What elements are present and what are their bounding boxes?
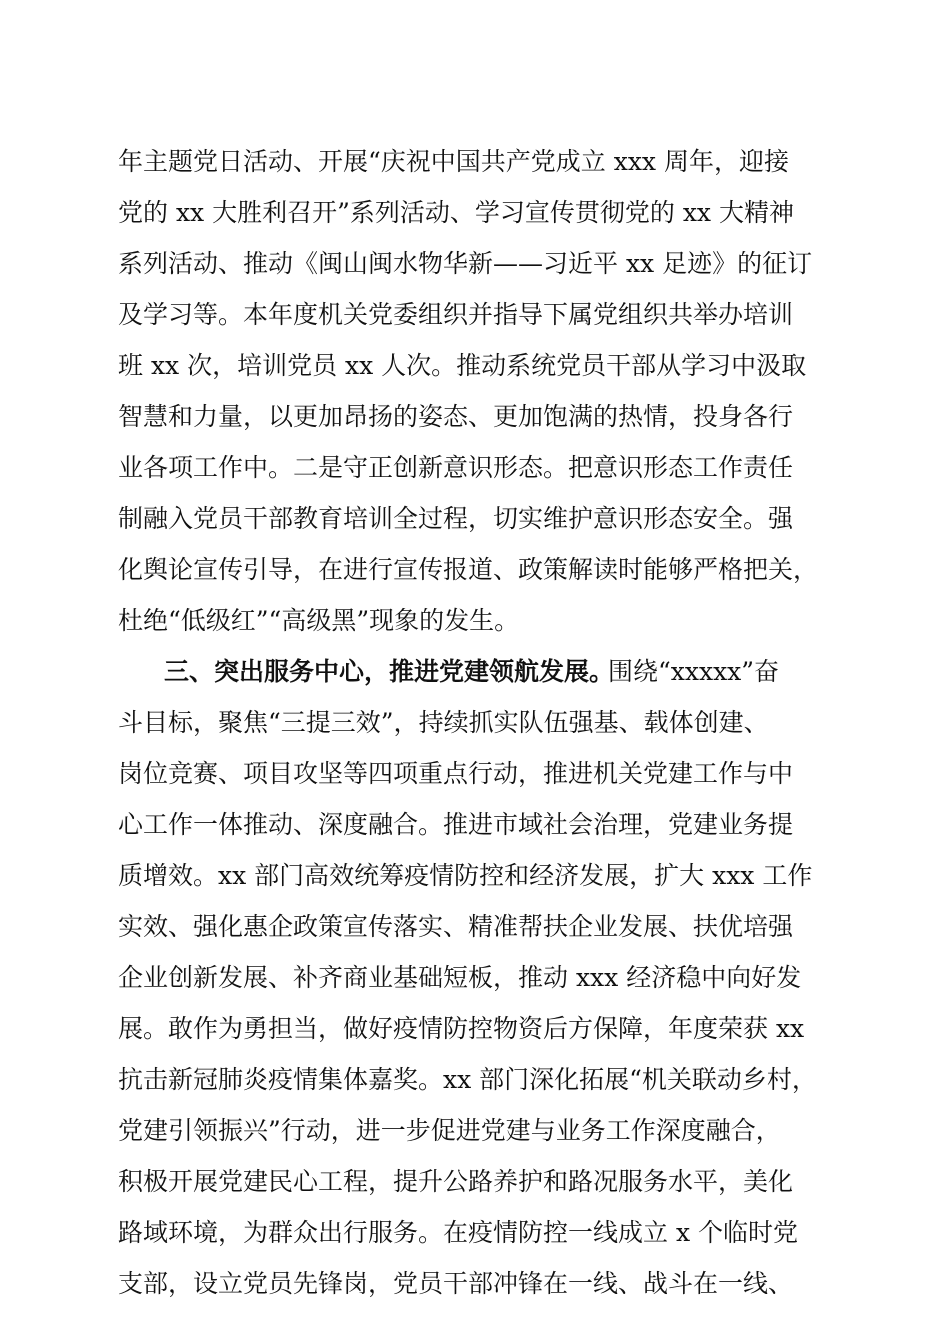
line-text: 年主题党日活动、开展“庆祝中国共产党成立 xxx 周年，迎接 (118, 147, 789, 176)
line-text: 杜绝“低级红”“高级黑”现象的发生。 (118, 606, 520, 635)
paragraph-line (0, 448, 950, 488)
line-text: 质增效。xx 部门高效统筹疫情防控和经济发展，扩大 xxx 工作 (118, 861, 813, 890)
paragraph-line (0, 142, 950, 182)
line-text: 斗目标，聚焦“三提三效”，持续抓实队伍强基、载体创建、 (118, 708, 769, 737)
line-text: 展。敢作为勇担当，做好疫情防控物资后方保障，年度荣获 xx (118, 1014, 805, 1043)
line-text: 岗位竞赛、项目攻坚等四项重点行动，推进机关党建工作与中 (118, 759, 794, 788)
paragraph-line (0, 1162, 950, 1202)
paragraph-line (0, 550, 950, 590)
paragraph-line (0, 1060, 950, 1100)
line-text: 抗击新冠肺炎疫情集体嘉奖。xx 部门深化拓展“机关联动乡村， (118, 1065, 817, 1094)
line-text: 围绕“xxxxx”奋 (608, 657, 780, 686)
line-text: 及学习等。本年度机关党委组织并指导下属党组织共举办培训 (118, 300, 794, 329)
paragraph-line (0, 907, 950, 947)
line-text: 智慧和力量，以更加昂扬的姿态、更加饱满的热情，投身各行 (118, 402, 794, 431)
line-text: 支部，设立党员先锋岗，党员干部冲锋在一线、战斗在一线、 (118, 1269, 794, 1298)
line-text: 制融入党员干部教育培训全过程，切实维护意识形态安全。强 (118, 504, 794, 533)
paragraph-line (0, 499, 950, 539)
paragraph-line (0, 193, 950, 233)
paragraph-line (0, 805, 950, 845)
paragraph-line (0, 1264, 950, 1304)
paragraph-line (0, 754, 950, 794)
line-text: 党的 xx 大胜利召开”系列活动、学习宣传贯彻党的 xx 大精神 (118, 198, 794, 227)
paragraph-line (0, 601, 950, 641)
line-text: 业各项工作中。二是守正创新意识形态。把意识形态工作责任 (118, 453, 794, 482)
line-text: 班 xx 次，培训党员 xx 人次。推动系统党员干部从学习中汲取 (118, 351, 807, 380)
line-text: 党建引领振兴”行动，进一步促进党建与业务工作深度融合， (118, 1116, 781, 1145)
paragraph-line (0, 1213, 950, 1253)
line-text: 路域环境，为群众出行服务。在疫情防控一线成立 x 个临时党 (118, 1218, 798, 1247)
line-text: 企业创新发展、补齐商业基础短板，推动 xxx 经济稳中向好发 (118, 963, 802, 992)
line-text: 化舆论宣传引导，在进行宣传报道、政策解读时能够严格把关， (118, 555, 819, 584)
paragraph-line (0, 397, 950, 437)
section-first-line (0, 652, 950, 692)
line-text: 实效、强化惠企政策宣传落实、精准帮扶企业发展、扶优培强 (118, 912, 794, 941)
paragraph-line (0, 958, 950, 998)
paragraph-line (0, 295, 950, 335)
line-text: 积极开展党建民心工程，提升公路养护和路况服务水平，美化 (118, 1167, 794, 1196)
paragraph-line (0, 856, 950, 896)
section-heading: 三、突出服务中心，推进党建领航发展。 (164, 657, 615, 686)
paragraph-line (0, 244, 950, 284)
paragraph-line (0, 1111, 950, 1151)
paragraph-line (0, 346, 950, 386)
line-text: 心工作一体推动、深度融合。推进市域社会治理，党建业务提 (118, 810, 794, 839)
paragraph-line (0, 1009, 950, 1049)
paragraph-line (0, 703, 950, 743)
line-text: 系列活动、推动《闽山闽水物华新——习近平 xx 足迹》的征订 (118, 249, 813, 278)
